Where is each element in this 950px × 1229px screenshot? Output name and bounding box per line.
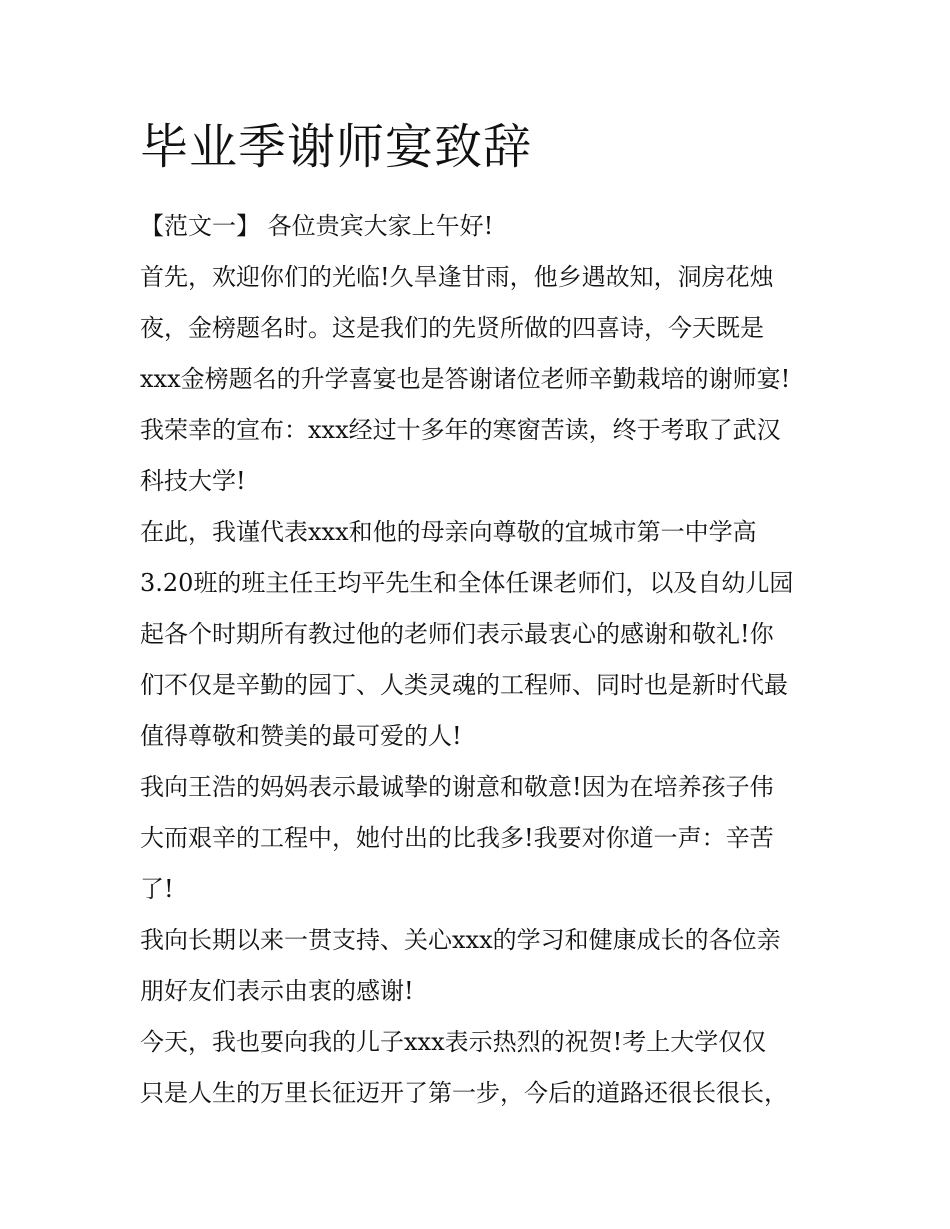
- text-line: 科技大学!: [140, 467, 246, 495]
- text-line: 我向长期以来一贯支持、关心xxx的学习和健康成长的各位亲: [140, 926, 781, 954]
- text-line: 首先，欢迎你们的光临!久旱逢甘雨，他乡遇故知，洞房花烛: [140, 263, 774, 291]
- document-body: [140, 201, 820, 1119]
- text-line: 值得尊敬和赞美的最可爱的人!: [140, 722, 462, 750]
- text-line: xxx金榜题名的升学喜宴也是答谢诸位老师辛勤栽培的谢师宴!: [140, 365, 791, 393]
- text-line: 朋好友们表示由衷的感谢!: [140, 977, 414, 1005]
- document-title: 毕业季谢师宴致辞: [140, 119, 533, 175]
- text-line: 们不仅是辛勤的园丁、人类灵魂的工程师、同时也是新时代最: [140, 671, 788, 699]
- text-line: 夜，金榜题名时。这是我们的先贤所做的四喜诗，今天既是: [140, 314, 764, 342]
- text-line: 我荣幸的宣布：xxx经过十多年的寒窗苦读，终于考取了武汉: [140, 416, 781, 444]
- text-line: 大而艰辛的工程中，她付出的比我多!我要对你道一声：辛苦: [140, 824, 774, 852]
- text-line: 我向王浩的妈妈表示最诚挚的谢意和敬意!因为在培养孩子伟: [140, 773, 774, 801]
- text-line: 【范文一】 各位贵宾大家上午好!: [140, 212, 494, 240]
- text-line: 3.20班的班主任王均平先生和全体任课老师们，以及自幼儿园: [140, 569, 794, 597]
- text-line: 起各个时期所有教过他的老师们表示最衷心的感谢和敬礼!你: [140, 620, 774, 648]
- text-line: 了!: [140, 875, 174, 903]
- text-line: 只是人生的万里长征迈开了第一步，今后的道路还很长很长，: [140, 1079, 788, 1107]
- text-line: 在此，我谨代表xxx和他的母亲向尊敬的宜城市第一中学高: [140, 518, 757, 546]
- text-line: 今天，我也要向我的儿子xxx表示热烈的祝贺!考上大学仅仅: [140, 1028, 767, 1056]
